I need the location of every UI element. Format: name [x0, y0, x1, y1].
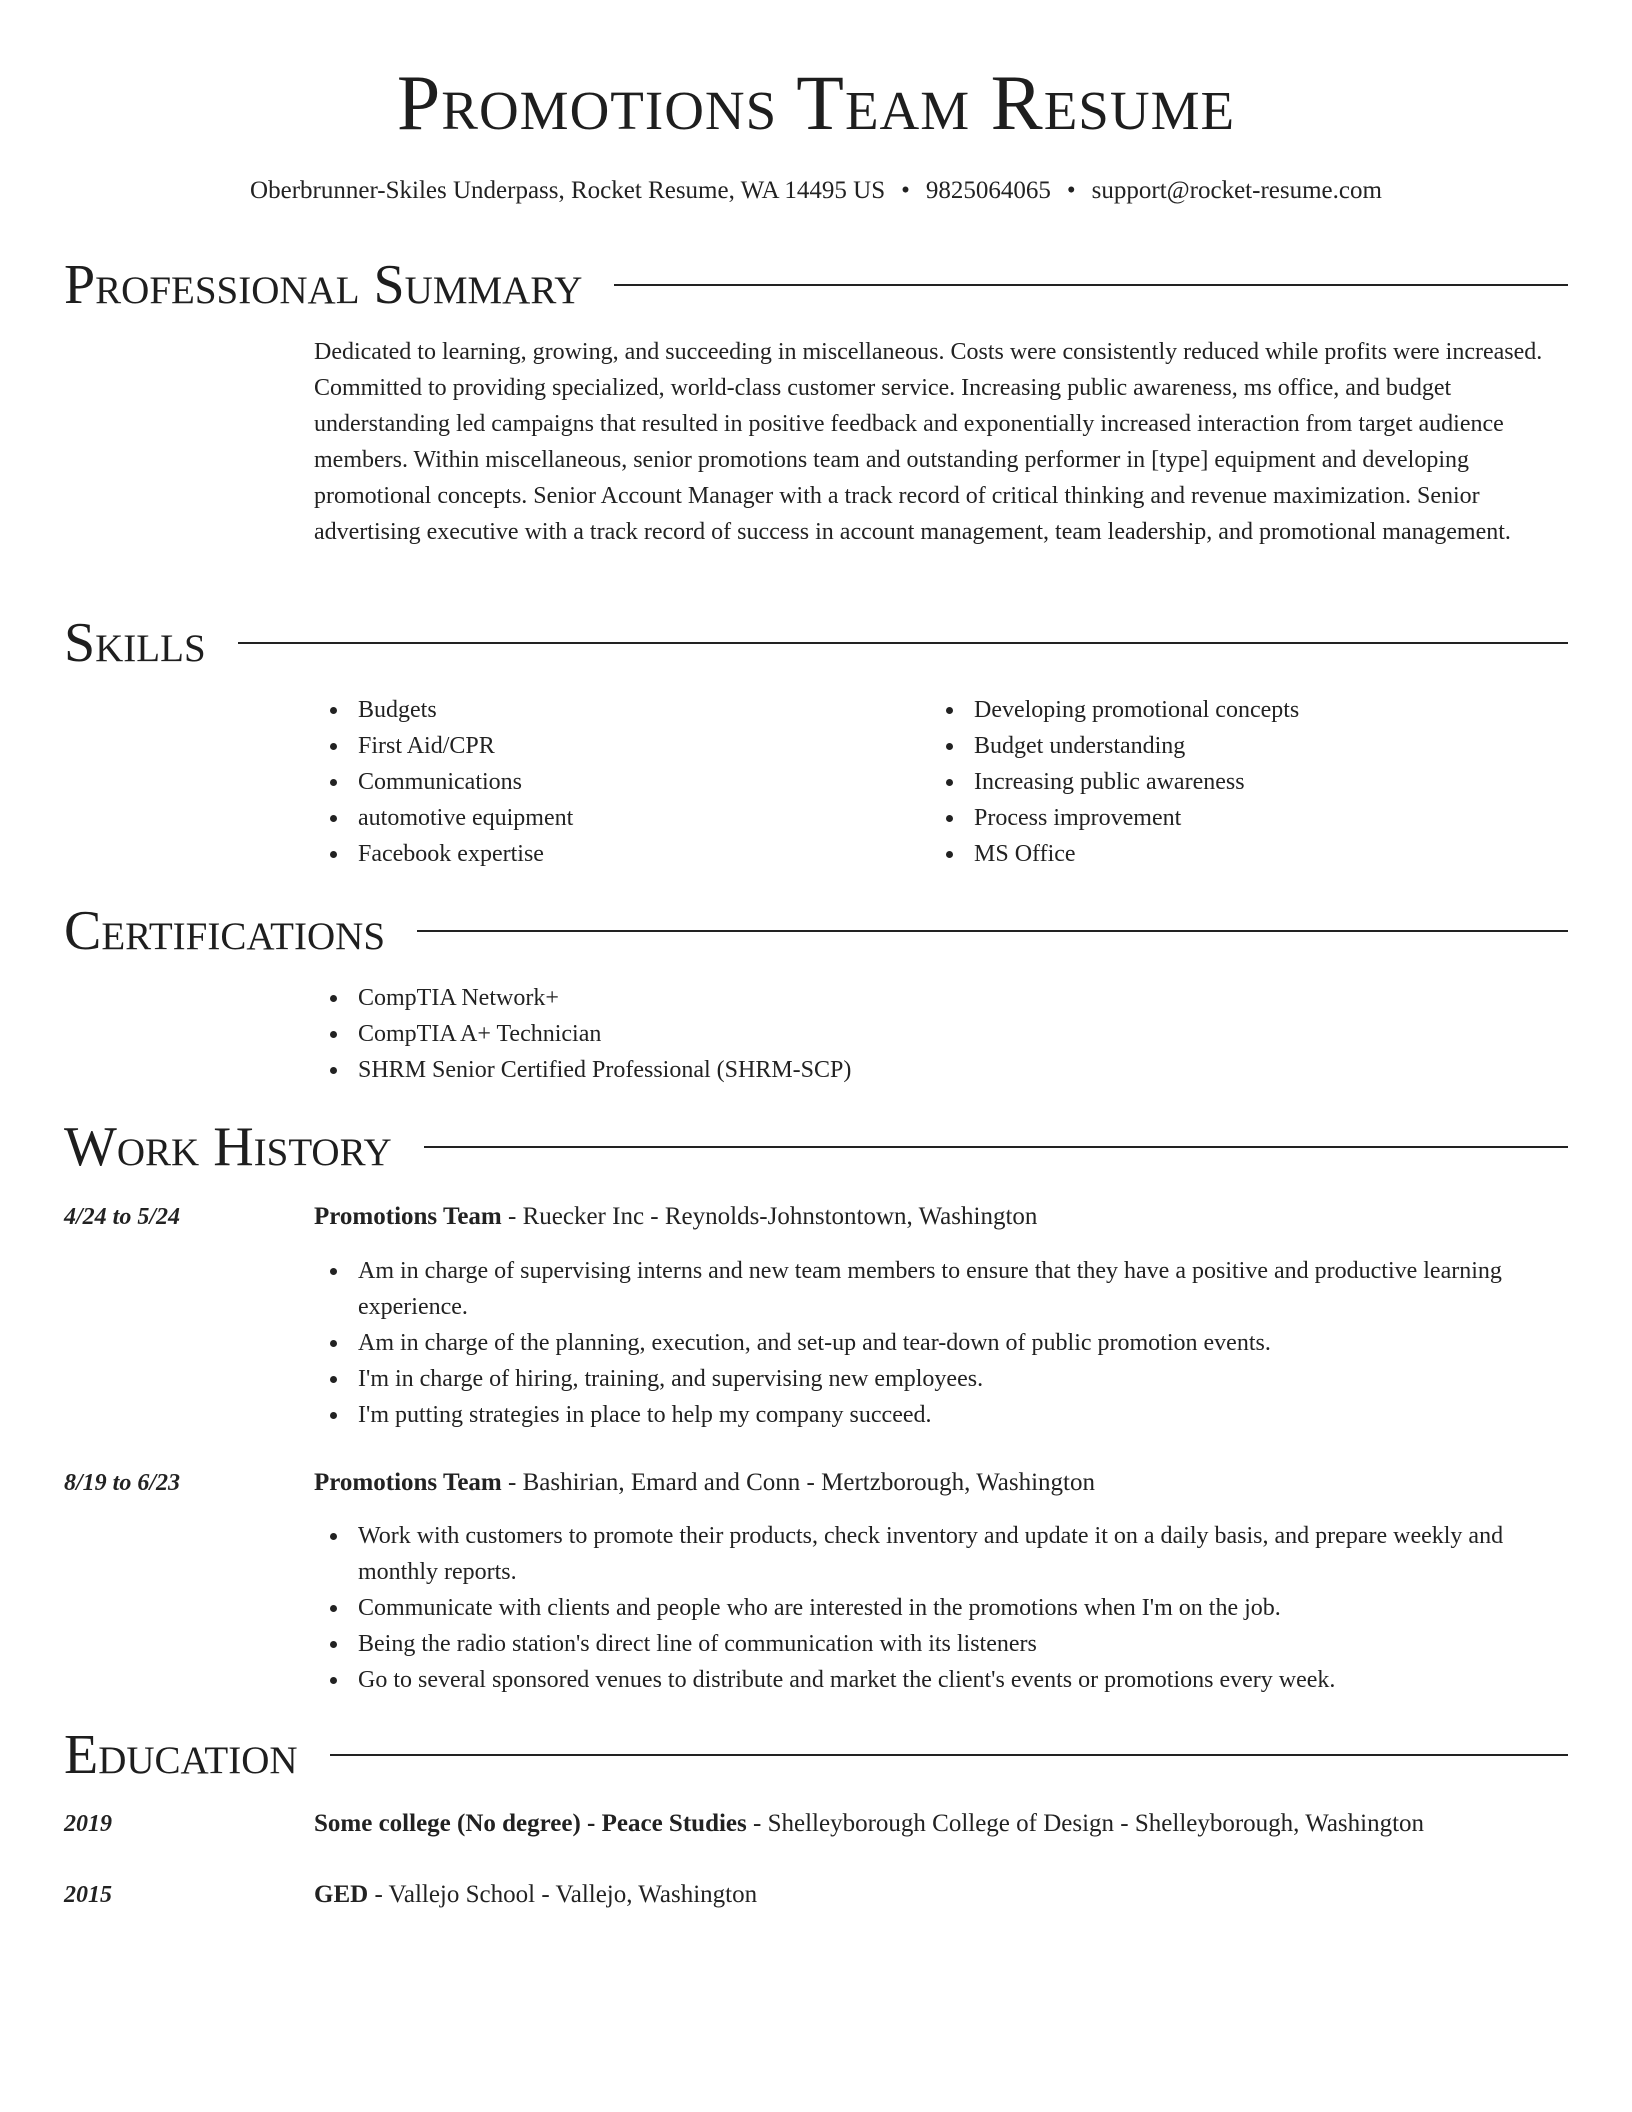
contact-email[interactable]: support@rocket-resume.com [1091, 177, 1382, 204]
education-details: - Vallejo School - Vallejo, Washington [368, 1881, 758, 1908]
section-divider [614, 284, 1568, 286]
education-degree: Some college (No degree) - Peace Studies [314, 1810, 747, 1837]
job-bullet: Am in charge of supervising interns and new team members to ensure that they have a positive and productive learning experience. [314, 1253, 1568, 1325]
certification-item: CompTIA Network+ [314, 980, 1568, 1016]
skill-item: Budget understanding [930, 728, 1546, 764]
skills-section-header [64, 608, 1568, 678]
job-bullet: Am in charge of the planning, execution, and set-up and tear-down of public promotion events. [314, 1325, 1568, 1361]
contact-address: Oberbrunner-Skiles Underpass, Rocket Resume, WA 14495 US [250, 177, 886, 204]
job-responsibilities [314, 1518, 1568, 1698]
job-bullet: Communicate with clients and people who are interested in the promotions when I'm on the job. [314, 1590, 1568, 1626]
contact-phone: 9825064065 [925, 177, 1051, 204]
summary-text: Dedicated to learning, growing, and succeeding in miscellaneous. Costs were consistently reduced while profits were increased. Committed to providing specialized, world-class customer service. Increasing public awareness, ms office, and budget understanding led campaigns that resulted in positive feedback and exponentially increased interaction from target audience members. Within miscellaneous, senior promotions team and outstanding performer in [type] equipment and developing promotional concepts. Senior Account Manager with a track record of critical thinking and revenue maximization. Senior advertising executive with a track record of success in account management, team leadership, and promotional management. [314, 339, 1543, 545]
certification-item: CompTIA A+ Technician [314, 1016, 1568, 1052]
skills-body [314, 692, 1568, 872]
contact-line [0, 176, 1632, 206]
certifications-body [314, 980, 1568, 1088]
job-responsibilities [314, 1253, 1568, 1433]
job-dates: 4/24 to 5/24 [64, 1204, 181, 1230]
skill-item: Process improvement [930, 800, 1546, 836]
skill-item: Increasing public awareness [930, 764, 1546, 800]
job-heading [314, 1465, 1568, 1501]
job-bullet: Go to several sponsored venues to distribute and market the client's events or promotions every week. [314, 1662, 1568, 1698]
skills-column-right [930, 692, 1546, 872]
job-details: - Ruecker Inc - Reynolds-Johnstontown, Washington [501, 1203, 1038, 1230]
education-year: 2015 [64, 1882, 112, 1908]
job-bullet: I'm putting strategies in place to help my company succeed. [314, 1397, 1568, 1433]
section-divider [330, 1754, 1568, 1756]
skill-item: automotive equipment [314, 800, 930, 836]
skills-column-left [314, 692, 930, 872]
skill-item: Facebook expertise [314, 836, 930, 872]
section-divider [424, 1146, 1568, 1148]
job-title: Promotions Team [314, 1469, 502, 1496]
certification-item: SHRM Senior Certified Professional (SHRM-SCP) [314, 1052, 1568, 1088]
education-entry [314, 1877, 1568, 1913]
section-divider [417, 930, 1568, 932]
certifications-section-header [64, 896, 1568, 966]
skill-item: Budgets [314, 692, 930, 728]
job-bullet: I'm in charge of hiring, training, and supervising new employees. [314, 1361, 1568, 1397]
contact-separator: • [901, 177, 910, 204]
education-year: 2019 [64, 1811, 112, 1837]
certifications-heading: Certifications [64, 900, 386, 962]
work-history-section-header [64, 1112, 1568, 1182]
skills-heading: Skills [64, 612, 206, 674]
section-divider [238, 642, 1568, 644]
job-bullet: Work with customers to promote their products, check inventory and update it on a daily basis, and prepare weekly and monthly reports. [314, 1518, 1568, 1590]
contact-separator: • [1066, 177, 1076, 204]
summary-section-header [64, 250, 1568, 320]
job-bullet: Being the radio station's direct line of communication with its listeners [314, 1626, 1568, 1662]
summary-heading: Professional Summary [64, 254, 583, 316]
summary-body [314, 334, 1568, 550]
skill-item: MS Office [930, 836, 1546, 872]
resume-title: Promotions Team Resume [396, 59, 1236, 146]
job-heading [314, 1199, 1568, 1235]
education-heading: Education [64, 1724, 298, 1786]
education-details: - Shelleyborough College of Design - Shelleyborough, Washington [746, 1810, 1425, 1837]
job-dates: 8/19 to 6/23 [64, 1470, 181, 1496]
education-section-header [64, 1720, 1568, 1790]
work-history-heading: Work History [64, 1116, 392, 1178]
education-degree: GED [314, 1881, 369, 1908]
skill-item: Communications [314, 764, 930, 800]
skill-item: Developing promotional concepts [930, 692, 1546, 728]
education-entry [314, 1806, 1568, 1842]
skill-item: First Aid/CPR [314, 728, 930, 764]
job-details: - Bashirian, Emard and Conn - Mertzborough, Washington [501, 1469, 1095, 1496]
job-title: Promotions Team [314, 1203, 502, 1230]
